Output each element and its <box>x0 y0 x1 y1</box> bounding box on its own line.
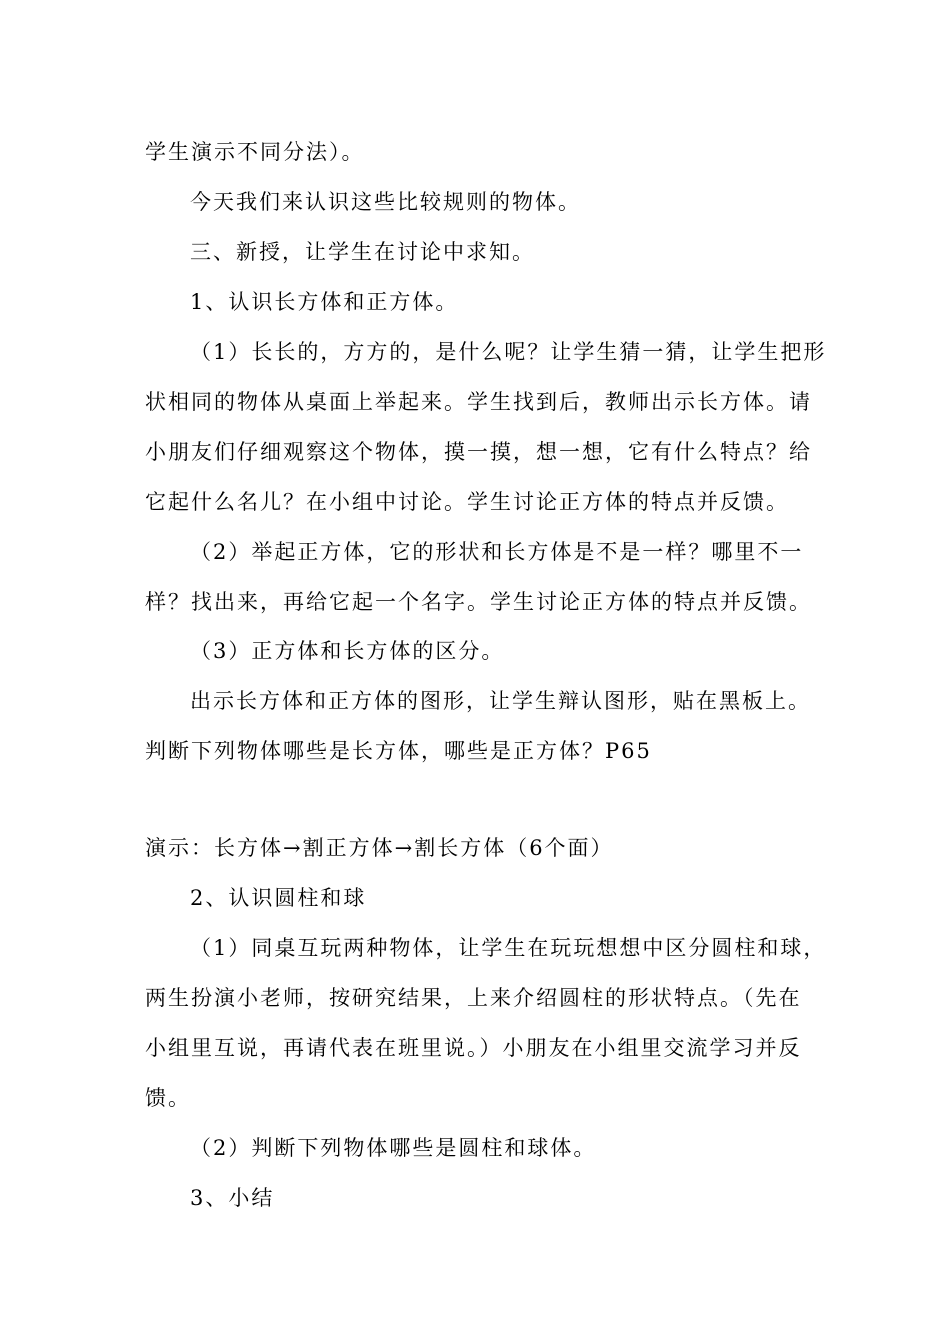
text-line: （2）判断下列物体哪些是圆柱和球体。 <box>190 1136 597 1160</box>
text-line: 小朋友们仔细观察这个物体，摸一摸，想一想，它有什么特点？给 <box>145 440 812 464</box>
text-line: 1、认识长方体和正方体。 <box>190 290 459 314</box>
text-line: （1）同桌互玩两种物体，让学生在玩玩想想中区分圆柱和球， <box>190 936 827 960</box>
text-line: （3）正方体和长方体的区分。 <box>190 639 505 663</box>
text-line: 出示长方体和正方体的图形，让学生辩认图形，贴在黑板上。 <box>190 689 811 713</box>
text-line: 状相同的物体从桌面上举起来。学生找到后，教师出示长方体。请 <box>145 390 812 414</box>
text-line: 3、小结 <box>190 1186 275 1210</box>
text-line: 三、新授，让学生在讨论中求知。 <box>190 240 535 264</box>
text-line: 样？找出来，再给它起一个名字。学生讨论正方体的特点并反馈。 <box>145 590 812 614</box>
text-line: 学生演示不同分法）。 <box>145 140 365 164</box>
text-line: 小组里互说，再请代表在班里说。）小朋友在小组里交流学习并反 <box>145 1036 802 1060</box>
text-line: 两生扮演小老师，按研究结果，上来介绍圆柱的形状特点。（先在 <box>145 986 802 1010</box>
text-line: 馈。 <box>145 1086 191 1110</box>
text-line: 演示：长方体→割正方体→割长方体（6个面） <box>145 836 614 860</box>
text-line: 2、认识圆柱和球 <box>190 886 367 910</box>
text-line: 它起什么名儿？在小组中讨论。学生讨论正方体的特点并反馈。 <box>145 490 789 514</box>
text-line: 判断下列物体哪些是长方体，哪些是正方体？P65 <box>145 739 652 763</box>
text-line: （1）长长的，方方的，是什么呢？让学生猜一猜，让学生把形 <box>190 340 827 364</box>
text-line: （2）举起正方体，它的形状和长方体是不是一样？哪里不一 <box>190 540 804 564</box>
text-line: 今天我们来认识这些比较规则的物体。 <box>190 190 581 214</box>
